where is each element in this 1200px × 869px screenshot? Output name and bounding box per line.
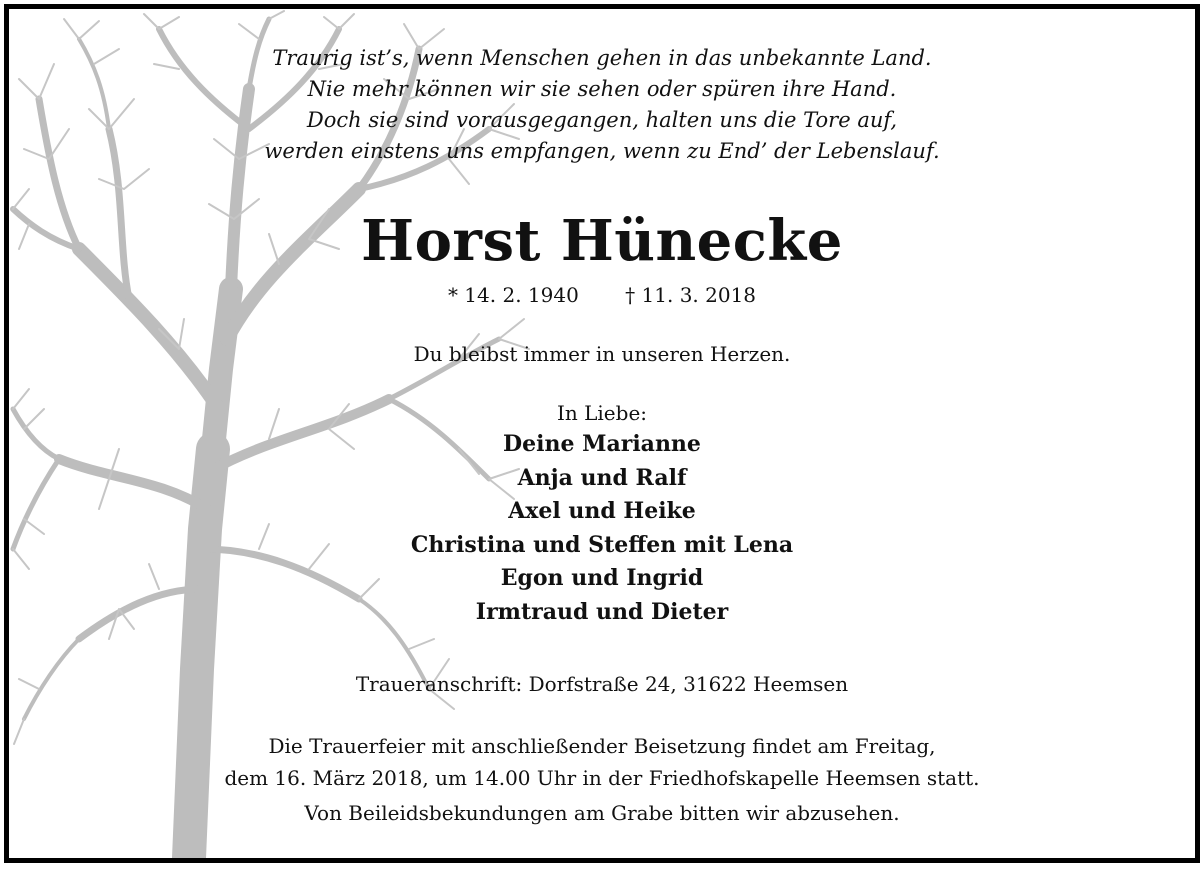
list-item: Irmtraud und Dieter <box>475 598 729 625</box>
list-item: Deine Marianne <box>503 431 701 457</box>
mourning-address: Traueranschrift: Dorfstraße 24, 31622 Heemsen <box>355 672 849 696</box>
ceremony-info <box>9 730 1195 794</box>
poem-line: Traurig ist’s, wenn Menschen gehen in das unbekannte Land. <box>272 46 932 70</box>
condolence-note: Von Beileidsbekundungen am Grabe bitten wir abzusehen. <box>304 801 900 825</box>
love-intro: In Liebe: <box>556 401 648 425</box>
birth-date: * 14. 2. 1940 <box>447 283 579 307</box>
list-item: Anja und Ralf <box>517 464 687 491</box>
deceased-name: Horst Hünecke <box>361 208 843 274</box>
list-item: Egon und Ingrid <box>500 565 704 591</box>
poem-line: werden einstens uns empfangen, wenn zu End’ der Lebenslauf. <box>264 139 940 163</box>
ceremony-line: dem 16. März 2018, um 14.00 Uhr in der Friedhofskapelle Heemsen statt. <box>224 766 980 790</box>
poem-line: Doch sie sind vorausgegangen, halten uns die Tore auf, <box>306 108 898 132</box>
mourners-list <box>9 428 1195 629</box>
list-item: Axel und Heike <box>508 498 696 524</box>
obituary-card <box>4 4 1200 863</box>
life-dates <box>9 281 1195 309</box>
list-item: Christina und Steffen mit Lena <box>410 531 794 558</box>
poem <box>9 43 1195 167</box>
death-date: † 11. 3. 2018 <box>625 283 757 307</box>
motto: Du bleibst immer in unseren Herzen. <box>413 342 791 366</box>
ceremony-line: Die Trauerfeier mit anschließender Beisetzung findet am Freitag, <box>268 734 936 758</box>
poem-line: Nie mehr können wir sie sehen oder spüren ihre Hand. <box>307 77 897 101</box>
